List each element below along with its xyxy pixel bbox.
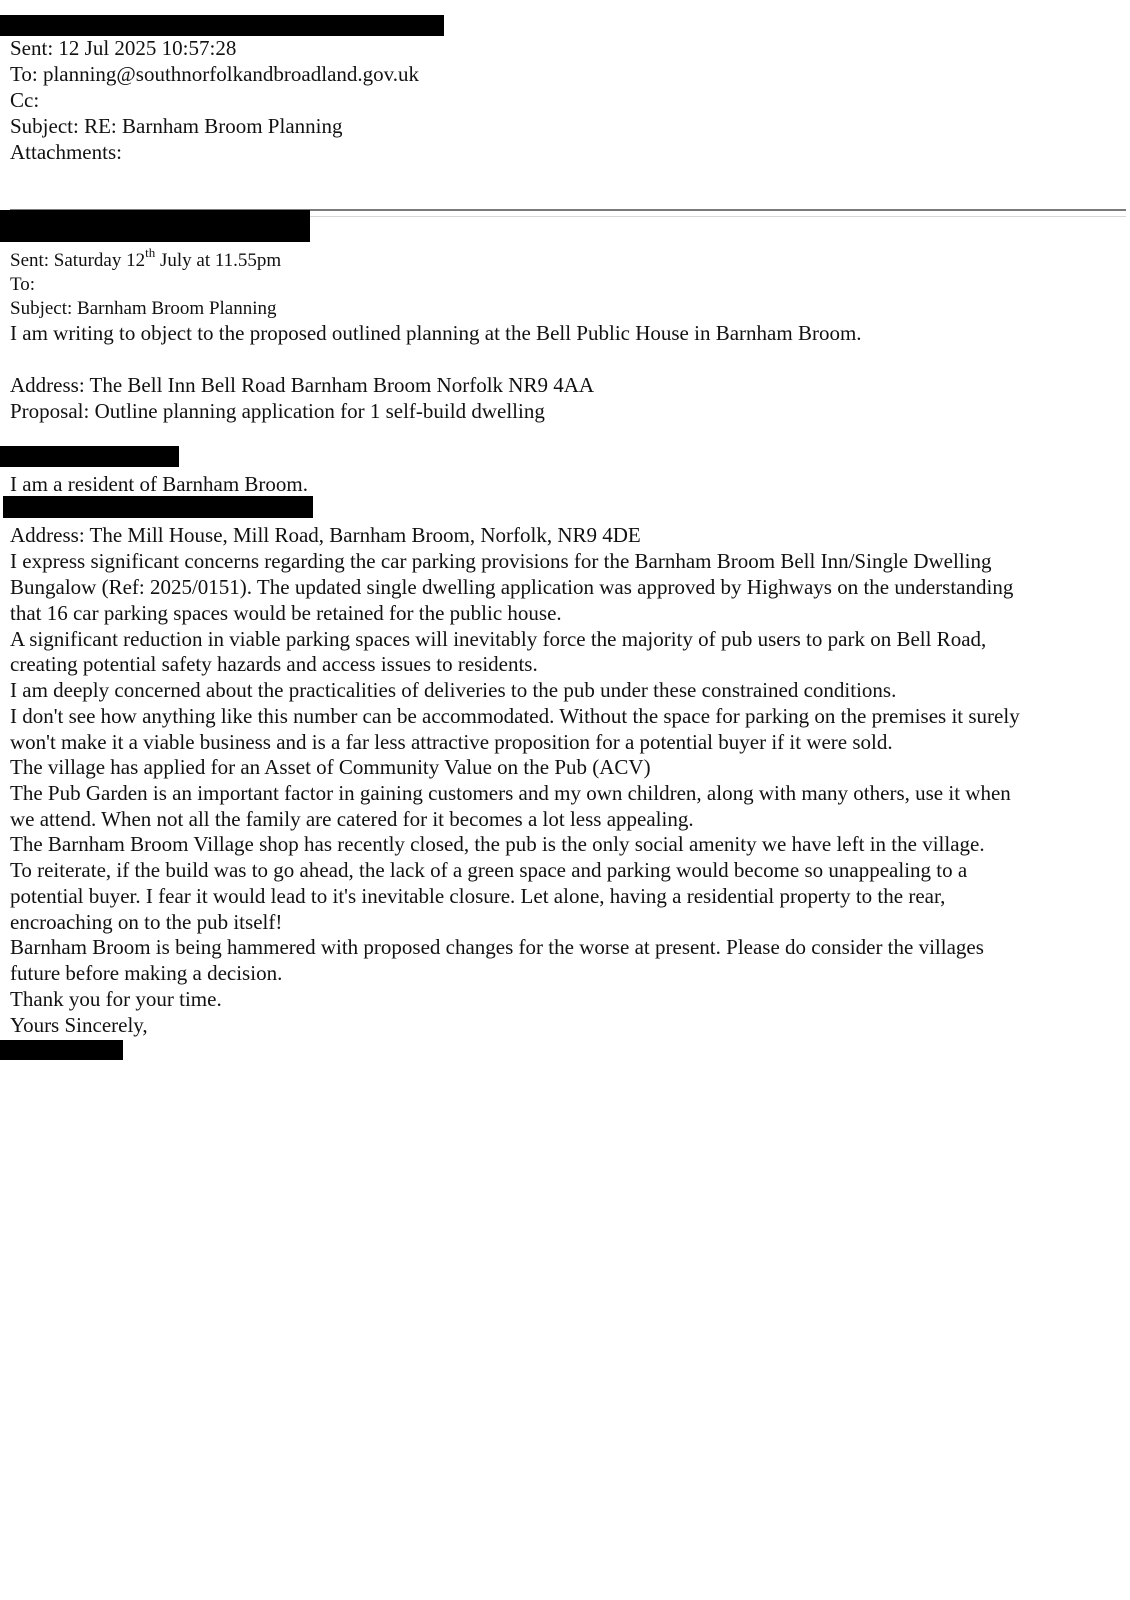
body-line: The village has applied for an Asset of Community Value on the Pub (ACV) bbox=[10, 755, 651, 779]
original-sent-prefix: Sent: Saturday 12 bbox=[10, 250, 146, 271]
body-line: Bungalow (Ref: 2025/0151). The updated single dwelling application was approved by Highways on the understanding bbox=[10, 575, 1014, 599]
redacted-name bbox=[0, 446, 179, 467]
body-intro: I am writing to object to the proposed outlined planning at the Bell Public House in Barnham Broom. bbox=[10, 321, 862, 345]
redacted-original-from bbox=[0, 210, 310, 242]
header-subject: Subject: RE: Barnham Broom Planning bbox=[10, 114, 343, 138]
body-line: I am deeply concerned about the practicalities of deliveries to the pub under these constrained conditions. bbox=[10, 678, 897, 702]
original-subject: Subject: Barnham Broom Planning bbox=[10, 298, 277, 319]
header-to: To: planning@southnorfolkandbroadland.gov.uk bbox=[10, 62, 420, 86]
body-line: encroaching on to the pub itself! bbox=[10, 910, 283, 934]
body-line: The Pub Garden is an important factor in gaining customers and my own children, along with many others, use it when bbox=[10, 781, 1011, 805]
body-line: won't make it a viable business and is a far less attractive proposition for a potential buyer if it were sold. bbox=[10, 730, 893, 754]
body-proposal: Proposal: Outline planning application for 1 self-build dwelling bbox=[10, 399, 545, 423]
body-line: potential buyer. I fear it would lead to it's inevitable closure. Let alone, having a residential property to the rear, bbox=[10, 884, 946, 908]
original-sent-ordinal: th bbox=[145, 244, 156, 260]
redacted-name-2 bbox=[3, 496, 313, 518]
body-line: I express significant concerns regarding the car parking provisions for the Barnham Broom Bell Inn/Single Dwelling bbox=[10, 549, 992, 573]
body-line: Barnham Broom is being hammered with proposed changes for the worse at present. Please do consider the villages bbox=[10, 935, 984, 959]
header-sent: Sent: 12 Jul 2025 10:57:28 bbox=[10, 36, 237, 60]
body-line: A significant reduction in viable parking spaces will inevitably force the majority of pub users to park on Bell Road, bbox=[10, 627, 987, 651]
body-line: Yours Sincerely, bbox=[10, 1013, 148, 1037]
original-sent-suffix: July at 11.55pm bbox=[155, 250, 282, 271]
original-sent bbox=[10, 244, 282, 274]
body-resident: I am a resident of Barnham Broom. bbox=[10, 472, 308, 496]
original-to: To: bbox=[10, 274, 36, 295]
body-line: we attend. When not all the family are catered for it becomes a lot less appealing. bbox=[10, 807, 694, 831]
body-line: Thank you for your time. bbox=[10, 987, 222, 1011]
header-cc: Cc: bbox=[10, 88, 40, 112]
body-line: creating potential safety hazards and access issues to residents. bbox=[10, 652, 538, 676]
body-address: Address: The Bell Inn Bell Road Barnham Broom Norfolk NR9 4AA bbox=[10, 373, 595, 397]
body-line: that 16 car parking spaces would be retained for the public house. bbox=[10, 601, 562, 625]
redacted-signature bbox=[0, 1040, 123, 1060]
redacted-from-block bbox=[0, 15, 444, 36]
body-line: Address: The Mill House, Mill Road, Barnham Broom, Norfolk, NR9 4DE bbox=[10, 523, 641, 547]
body-line: I don't see how anything like this number can be accommodated. Without the space for parking on the premises it surely bbox=[10, 704, 1020, 728]
body-line: The Barnham Broom Village shop has recently closed, the pub is the only social amenity we have left in the village. bbox=[10, 832, 985, 856]
body-line: To reiterate, if the build was to go ahead, the lack of a green space and parking would become so unappealing to a bbox=[10, 858, 968, 882]
header-attachments: Attachments: bbox=[10, 140, 122, 164]
body-line: future before making a decision. bbox=[10, 961, 283, 985]
